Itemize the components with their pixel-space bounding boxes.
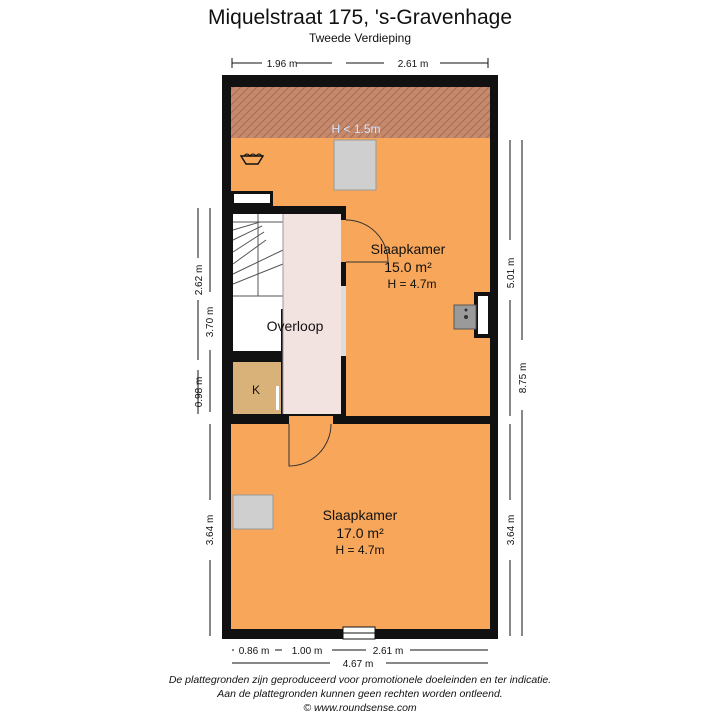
dim-right-top: 5.01 m (506, 257, 517, 289)
dim-left-bottom: 3.64 m (205, 514, 216, 546)
room-name-landing: Overloop (266, 318, 324, 334)
room-name-closet: K (251, 383, 261, 397)
dim-bottom-a: 0.86 m (238, 646, 270, 657)
room-area-top: 15.0 m² (384, 259, 432, 275)
skylight-top (334, 140, 376, 190)
dim-top-left: 1.96 m (266, 59, 298, 70)
room-height-top: H = 4.7m (387, 277, 437, 291)
room-area-bottom: 17.0 m² (336, 525, 384, 541)
dim-top-right: 2.61 m (397, 59, 429, 70)
landing (283, 214, 341, 414)
dim-bottom-c: 2.61 m (372, 646, 404, 657)
room-height-bottom: H = 4.7m (335, 543, 385, 557)
disclaimer-line-1: De plattegronden zijn geproduceerd voor promotionele doeleinden en ter indicatie. (168, 674, 552, 686)
room-name-top: Slaapkamer (370, 241, 446, 257)
disclaimer-line-2: Aan de plattegronden kunnen geen rechten worden ontleend. (217, 688, 503, 700)
roof-height-note: H < 1.5m (331, 122, 381, 136)
dim-right-total: 8.75 m (518, 362, 529, 394)
copyright-line: © www.roundsense.com (303, 702, 417, 714)
radiator-inner (234, 194, 270, 203)
skylight-bottom (233, 495, 273, 529)
dim-left-mid: 3.70 m (205, 306, 216, 338)
floor-subtitle: Tweede Verdieping (308, 31, 412, 45)
dim-bottom-total: 4.67 m (342, 659, 374, 670)
dim-bottom-b: 1.00 m (291, 646, 323, 657)
dim-left-top: 2.62 m (194, 264, 205, 296)
dim-right-bottom: 3.64 m (506, 514, 517, 546)
plan-title: Miquelstraat 175, 's-Gravenhage (207, 6, 512, 29)
dim-left-small: 0.98 m (194, 376, 205, 408)
room-name-bottom: Slaapkamer (322, 507, 398, 523)
